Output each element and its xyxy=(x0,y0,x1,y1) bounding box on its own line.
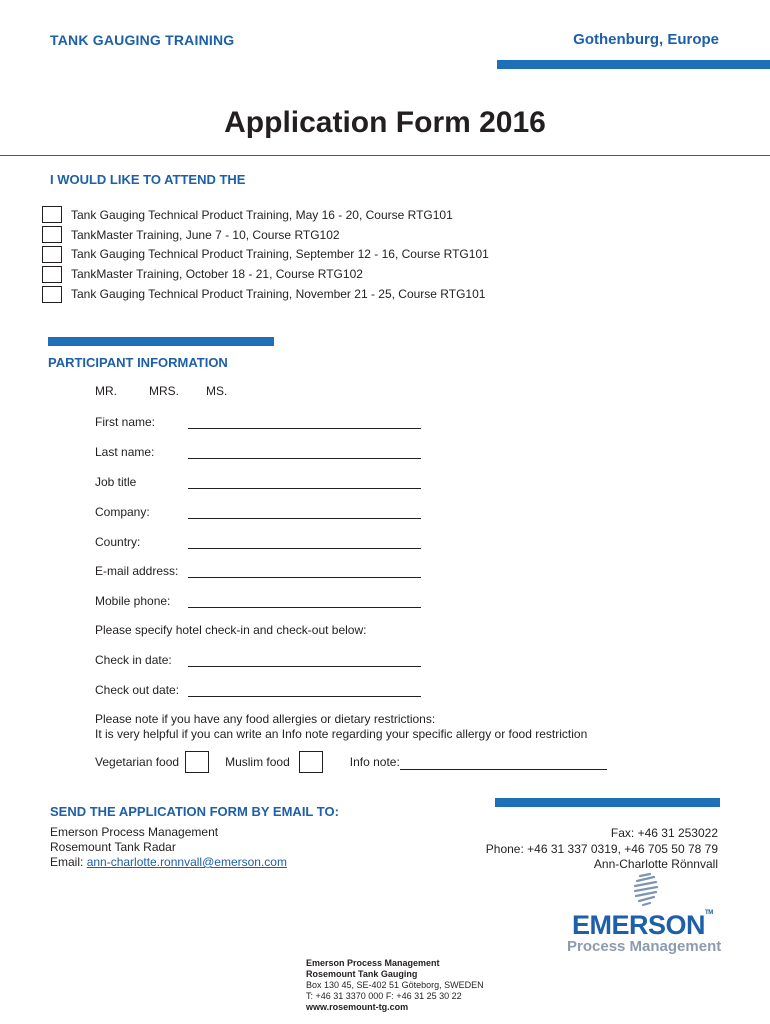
course-label: Tank Gauging Technical Product Training, May 16 - 20, Course RTG101 xyxy=(71,207,453,222)
hotel-note: Please specify hotel check-in and check-out below: xyxy=(95,623,367,637)
email-row xyxy=(95,563,421,578)
mobile-field[interactable] xyxy=(188,593,421,608)
job-title-row xyxy=(95,474,421,489)
company-field[interactable] xyxy=(188,504,421,519)
company-label: Company: xyxy=(95,505,150,519)
emerson-globe-icon xyxy=(630,872,662,908)
title-divider xyxy=(0,155,770,156)
check-out-field[interactable] xyxy=(188,682,421,697)
emerson-logo-text xyxy=(572,910,713,941)
muslim-label: Muslim food xyxy=(225,755,290,769)
course-label: TankMaster Training, June 7 - 10, Course RTG102 xyxy=(71,227,340,242)
course-option[interactable] xyxy=(42,264,489,284)
contact-name: Ann-Charlotte Rönnvall xyxy=(593,857,718,871)
course-checkbox[interactable] xyxy=(42,266,62,283)
first-name-row xyxy=(95,414,421,429)
mobile-row xyxy=(95,593,421,608)
first-name-field[interactable] xyxy=(188,414,421,429)
info-note-field[interactable] xyxy=(400,755,607,770)
logo-subtitle: Process Management xyxy=(567,938,722,955)
vegetarian-label: Vegetarian food xyxy=(95,755,180,769)
salutation-options xyxy=(95,384,227,398)
footer-phone: T: +46 31 3370 000 F: +46 31 25 30 22 xyxy=(306,991,462,1001)
phone-number: Phone: +46 31 337 0319, +46 705 50 78 79 xyxy=(485,841,718,856)
email-label: E-mail address: xyxy=(95,564,179,578)
participant-heading: PARTICIPANT INFORMATION xyxy=(48,355,228,370)
logo-trademark: TM xyxy=(705,910,713,916)
last-name-row xyxy=(95,444,421,459)
last-name-label: Last name: xyxy=(95,445,155,459)
footer-company: Emerson Process Management xyxy=(306,958,440,968)
footer-address xyxy=(306,958,484,1013)
company-row xyxy=(95,504,421,519)
attend-heading: I WOULD LIKE TO ATTEND THE xyxy=(50,172,246,187)
header-left-title: TANK GAUGING TRAINING xyxy=(50,32,235,48)
check-in-row xyxy=(95,652,421,667)
course-label: TankMaster Training, October 18 - 21, Course RTG102 xyxy=(71,267,363,282)
course-option[interactable] xyxy=(42,225,489,245)
vegetarian-checkbox[interactable] xyxy=(185,751,209,773)
header-location: Gothenburg, Europe xyxy=(573,31,719,48)
email-prefix: Email: xyxy=(50,855,84,869)
mobile-label: Mobile phone: xyxy=(95,594,171,608)
check-out-label: Check out date: xyxy=(95,683,180,697)
salutation-ms[interactable]: MS. xyxy=(206,384,228,398)
country-field[interactable] xyxy=(188,534,421,549)
course-checkbox[interactable] xyxy=(42,206,62,223)
food-options xyxy=(95,751,607,773)
country-label: Country: xyxy=(95,535,141,549)
salutation-mrs[interactable]: MRS. xyxy=(149,384,179,398)
salutation-mr[interactable]: MR. xyxy=(95,384,117,398)
footer-division: Rosemount Tank Gauging xyxy=(306,969,418,979)
course-checkbox[interactable] xyxy=(42,246,62,263)
logo-word: EMERSON xyxy=(572,910,706,940)
recipient-email-line xyxy=(50,855,287,870)
muslim-checkbox[interactable] xyxy=(299,751,323,773)
footer-postal: Box 130 45, SE-402 51 Göteborg, SWEDEN xyxy=(306,980,484,990)
recipient-division: Rosemount Tank Radar xyxy=(50,840,176,854)
header-accent-bar xyxy=(497,60,770,69)
page-title: Application Form 2016 xyxy=(224,106,546,139)
first-name-label: First name: xyxy=(95,415,156,429)
course-option[interactable] xyxy=(42,245,489,265)
recipient-company: Emerson Process Management xyxy=(50,825,219,839)
course-label: Tank Gauging Technical Product Training, November 21 - 25, Course RTG101 xyxy=(71,287,486,302)
country-row xyxy=(95,534,421,549)
course-list xyxy=(42,205,489,304)
course-checkbox[interactable] xyxy=(42,226,62,243)
footer-website[interactable]: www.rosemount-tg.com xyxy=(306,1002,409,1012)
send-accent-bar xyxy=(495,798,720,807)
send-heading: SEND THE APPLICATION FORM BY EMAIL TO: xyxy=(50,804,339,819)
fax-number: Fax: +46 31 253022 xyxy=(610,826,718,840)
recipient-email-link[interactable]: ann-charlotte.ronnvall@emerson.com xyxy=(86,855,287,869)
food-note-2: It is very helpful if you can write an Info note regarding your specific allergy or food restriction xyxy=(95,727,588,741)
section-accent-bar xyxy=(48,337,274,346)
course-option[interactable] xyxy=(42,205,489,225)
email-field[interactable] xyxy=(188,563,421,578)
course-label: Tank Gauging Technical Product Training, September 12 - 16, Course RTG101 xyxy=(71,247,489,262)
recipient-address xyxy=(50,825,287,870)
food-note-1: Please note if you have any food allergies or dietary restrictions: xyxy=(95,712,436,726)
job-title-label: Job title xyxy=(95,475,137,489)
last-name-field[interactable] xyxy=(188,444,421,459)
course-checkbox[interactable] xyxy=(42,286,62,303)
check-out-row xyxy=(95,682,421,697)
job-title-field[interactable] xyxy=(188,474,421,489)
course-option[interactable] xyxy=(42,284,489,304)
check-in-field[interactable] xyxy=(188,652,421,667)
info-note-label: Info note: xyxy=(349,755,400,769)
check-in-label: Check in date: xyxy=(95,653,172,667)
recipient-contact xyxy=(486,826,718,873)
